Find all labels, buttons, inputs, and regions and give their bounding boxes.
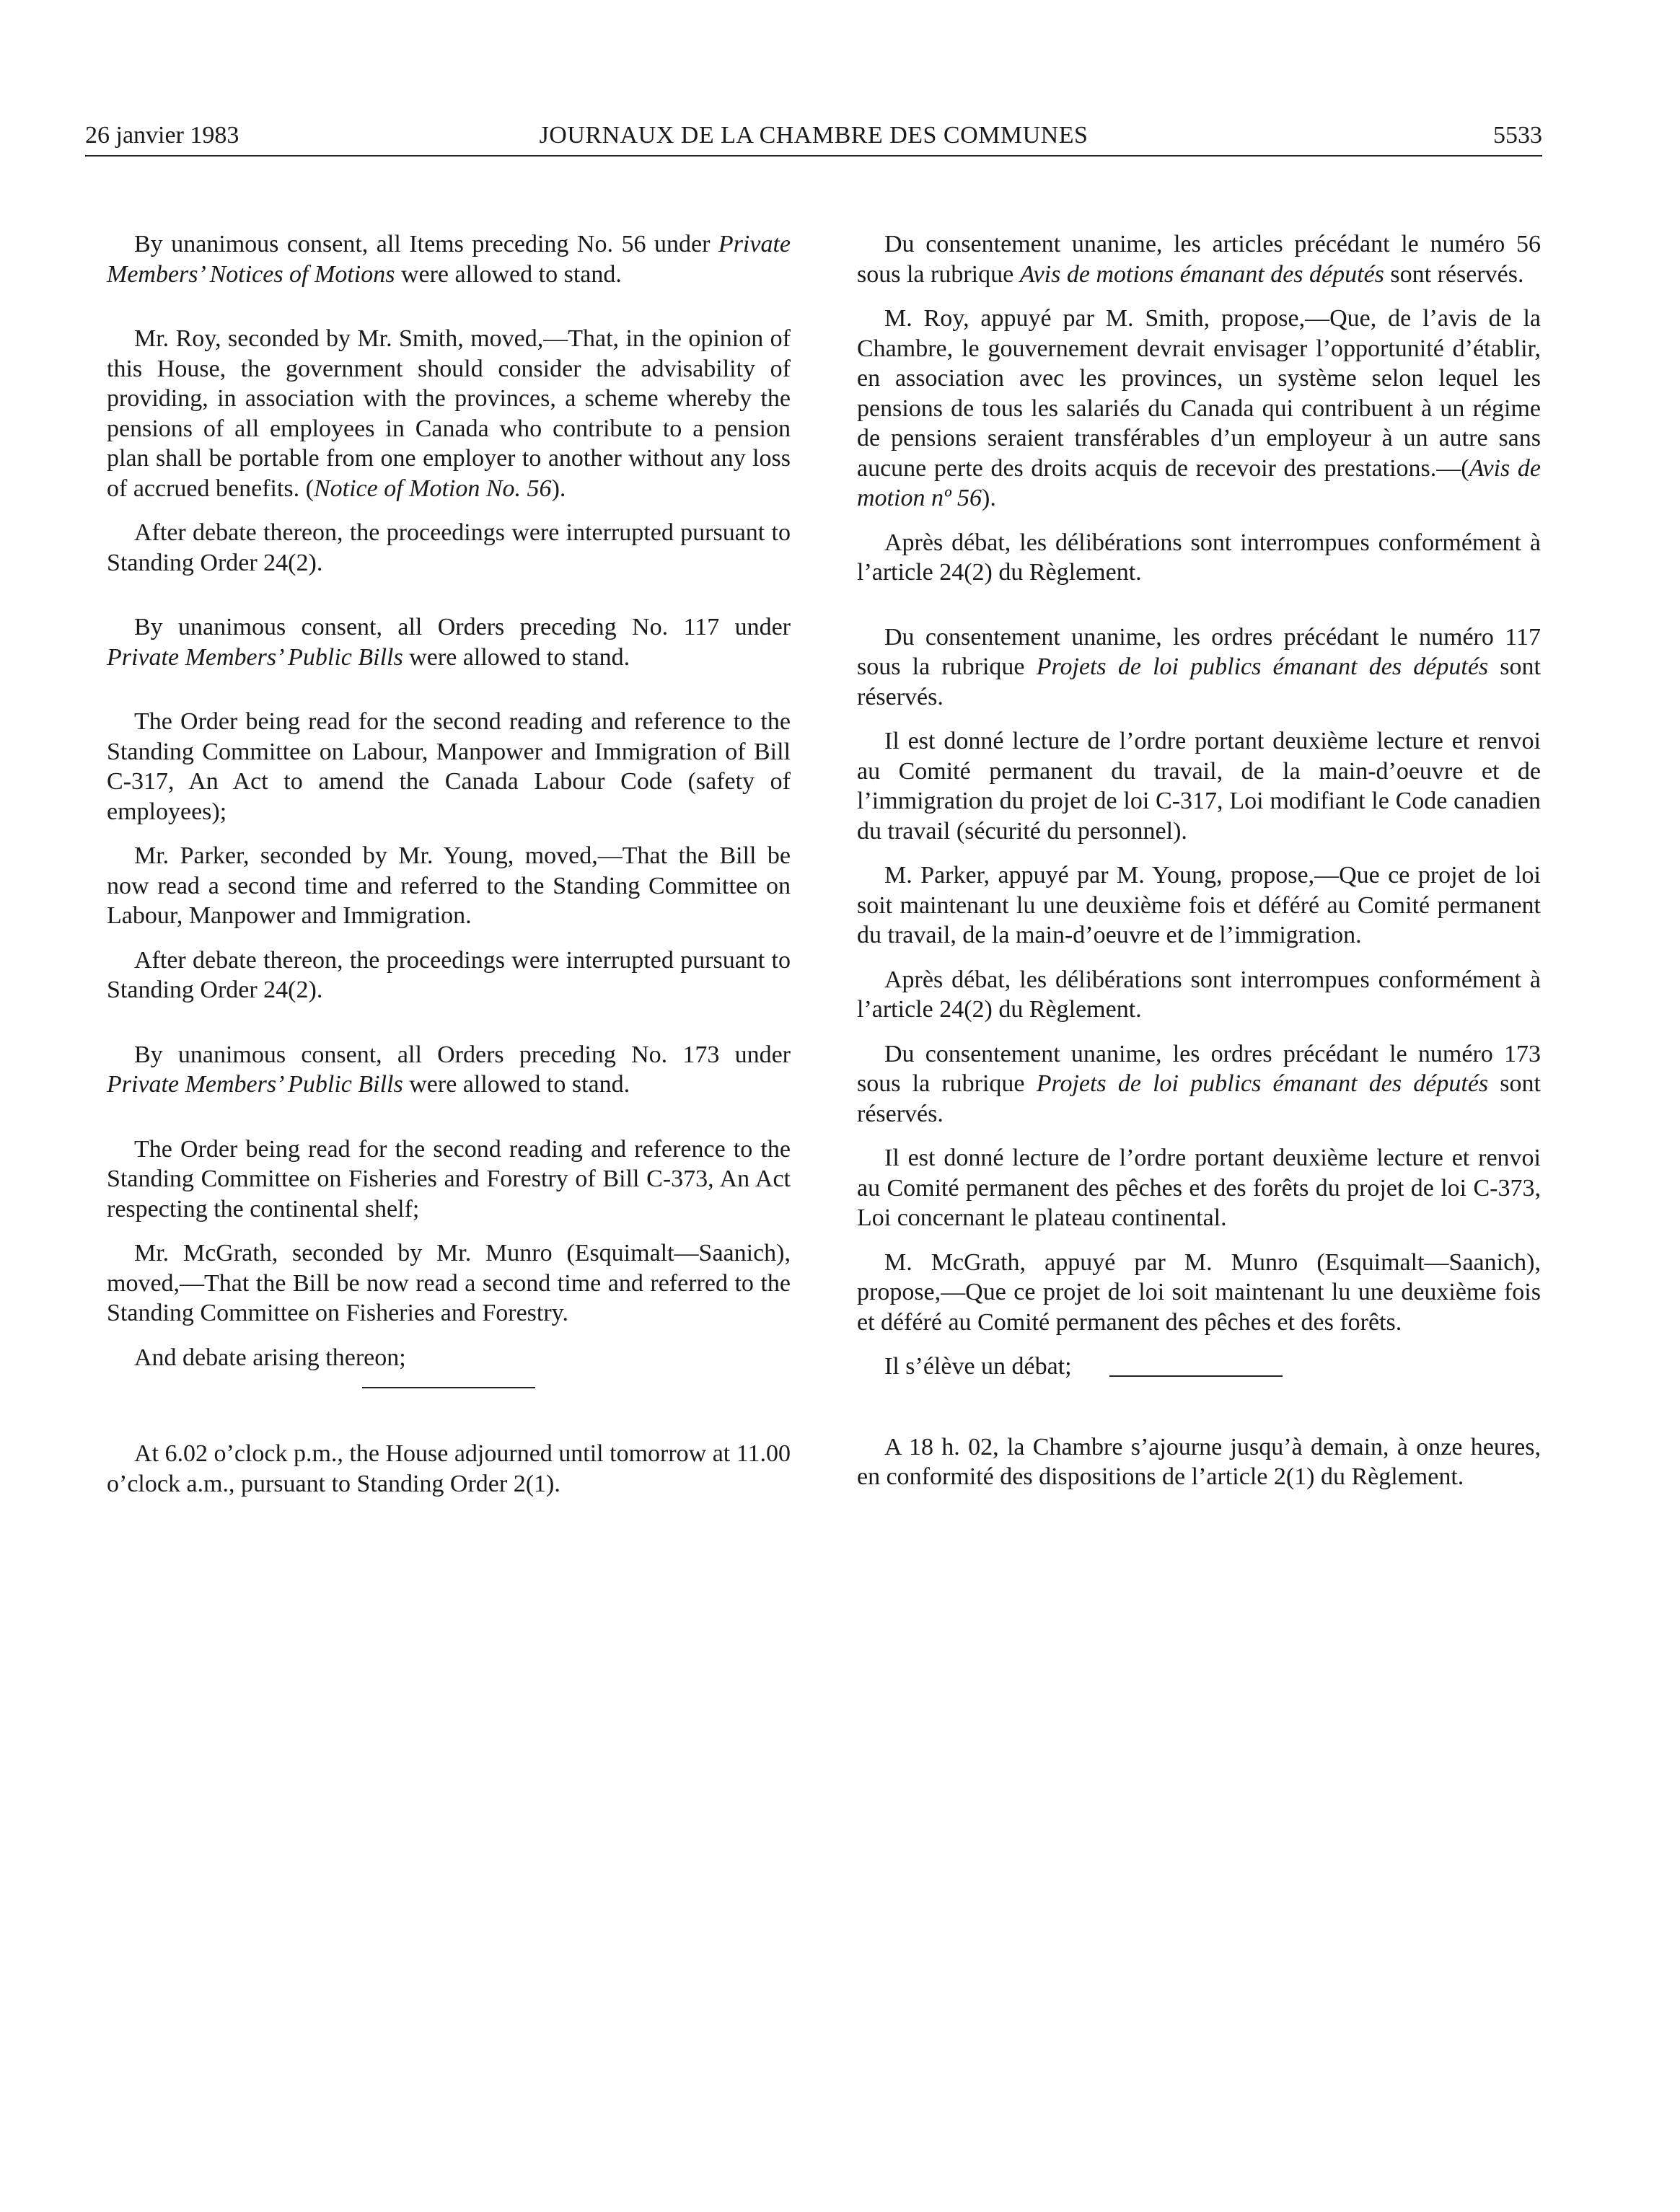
fr-paragraph-10: M. McGrath, appuyé par M. Munro (Esquimalt—Saanich), propose,—Que ce projet de loi soit maintenant lu une deuxième fois et déféré au Comité permanent des pêches et des forêts.: [857, 1248, 1541, 1336]
fr-debate-line: [857, 1352, 1541, 1382]
en-paragraph-1: By unanimous consent, all Items preceding No. 56 under Private Members’ Notices of Motions were allowed to stand.: [107, 231, 791, 288]
en-paragraph-2: Mr. Roy, seconded by Mr. Smith, moved,—That, in the opinion of this House, the government should consider the advisability of providing, in association with the provinces, a scheme whereby the pensions of all employees in Canada who contribute to a pension plan shall be portable from one employer to another without any loss of accrued benefits. (Notice of Motion No. 56).: [107, 325, 791, 502]
fr-paragraph-11: Il s’élève un débat;: [884, 1353, 1072, 1380]
en-paragraph-8: By unanimous consent, all Orders preceding No. 173 under Private Members’ Public Bills were allowed to stand.: [107, 1041, 791, 1098]
en-paragraph-11: And debate arising thereon;: [134, 1344, 406, 1371]
en-paragraph-5: The Order being read for the second reading and reference to the Standing Committee on Labour, Manpower and Immigration of Bill C-317, An Act to amend the Canada Labour Code (safety of employees);: [107, 708, 791, 825]
en-paragraph-9: The Order being read for the second reading and reference to the Standing Committee on Fisheries and Forestry of Bill C-373, An Act respecting the continental shelf;: [107, 1135, 791, 1222]
en-paragraph-7: After debate thereon, the proceedings were interrupted pursuant to Standing Order 24(2).: [107, 946, 791, 1003]
fr-paragraph-9: Il est donné lecture de l’ordre portant deuxième lecture et renvoi au Comité permanent des pêches et des forêts du projet de loi C-373, Loi concernant le plateau continental.: [857, 1145, 1541, 1231]
fr-paragraph-8: Du consentement unanime, les ordres précédant le numéro 173 sous la rubrique Projets de loi publics émanant des députés sont réservés.: [857, 1040, 1541, 1127]
fr-paragraph-6: M. Parker, appuyé par M. Young, propose,—Que ce projet de loi soit maintenant lu une deuxième fois et déféré au Comité permanent du travail, de la main-d’oeuvre et de l’immigration.: [857, 862, 1541, 948]
en-paragraph-12: At 6.02 o’clock p.m., the House adjourned until tomorrow at 11.00 o’clock a.m., pursuant to Standing Order 2(1).: [107, 1440, 791, 1497]
fr-paragraph-3: Après débat, les délibérations sont interrompues conformément à l’article 24(2) du Règlement.: [857, 529, 1541, 586]
fr-paragraph-12: A 18 h. 02, la Chambre s’ajourne jusqu’à demain, à onze heures, en conformité des dispositions de l’article 2(1) du Règlement.: [857, 1433, 1541, 1490]
en-paragraph-6: Mr. Parker, seconded by Mr. Young, moved,—That the Bill be now read a second time and referred to the Standing Committee on Labour, Manpower and Immigration.: [107, 842, 791, 929]
fr-paragraph-5: Il est donné lecture de l’ordre portant deuxième lecture et renvoi au Comité permanent du travail, de la main-d’oeuvre et de l’immigration du projet de loi C-317, Loi modifiant le Code canadien du travail (sécurité du personnel).: [857, 728, 1541, 845]
en-paragraph-4: By unanimous consent, all Orders preceding No. 117 under Private Members’ Public Bills were allowed to stand.: [107, 614, 791, 671]
header-date: 26 janvier 1983: [85, 122, 239, 149]
fr-paragraph-7: Après débat, les délibérations sont interrompues conformément à l’article 24(2) du Règlement.: [857, 966, 1541, 1023]
en-paragraph-3: After debate thereon, the proceedings were interrupted pursuant to Standing Order 24(2).: [107, 519, 791, 576]
french-column: [857, 229, 1541, 1507]
page-header: [85, 119, 1542, 157]
english-column: [107, 229, 791, 1513]
en-paragraph-10: Mr. McGrath, seconded by Mr. Munro (Esquimalt—Saanich), moved,—That the Bill be now read a second time and referred to the Standing Committee on Fisheries and Forestry.: [107, 1240, 791, 1326]
fr-paragraph-4: Du consentement unanime, les ordres précédant le numéro 117 sous la rubrique Projets de loi publics émanant des députés sont réservés.: [857, 623, 1541, 710]
fr-paragraph-2: M. Roy, appuyé par M. Smith, propose,—Que, de l’avis de la Chambre, le gouvernement devrait envisager l’opportunité d’établir, en association avec les provinces, un système selon lequel les pensions de tous les salariés du Canada qui contribuent à un régime de pensions seraient transférables d’un employeur à un autre sans aucune perte des droits acquis de recevoir des prestations.—(Avis de motion nº 56).: [857, 305, 1541, 511]
fr-section-divider: [1109, 1375, 1283, 1377]
en-section-divider: [362, 1387, 535, 1388]
fr-paragraph-1: Du consentement unanime, les articles précédant le numéro 56 sous la rubrique Avis de motions émanant des députés sont réservés.: [857, 231, 1541, 288]
header-page-number: 5533: [1493, 122, 1542, 149]
header-title: JOURNAUX DE LA CHAMBRE DES COMMUNES: [539, 122, 1089, 149]
